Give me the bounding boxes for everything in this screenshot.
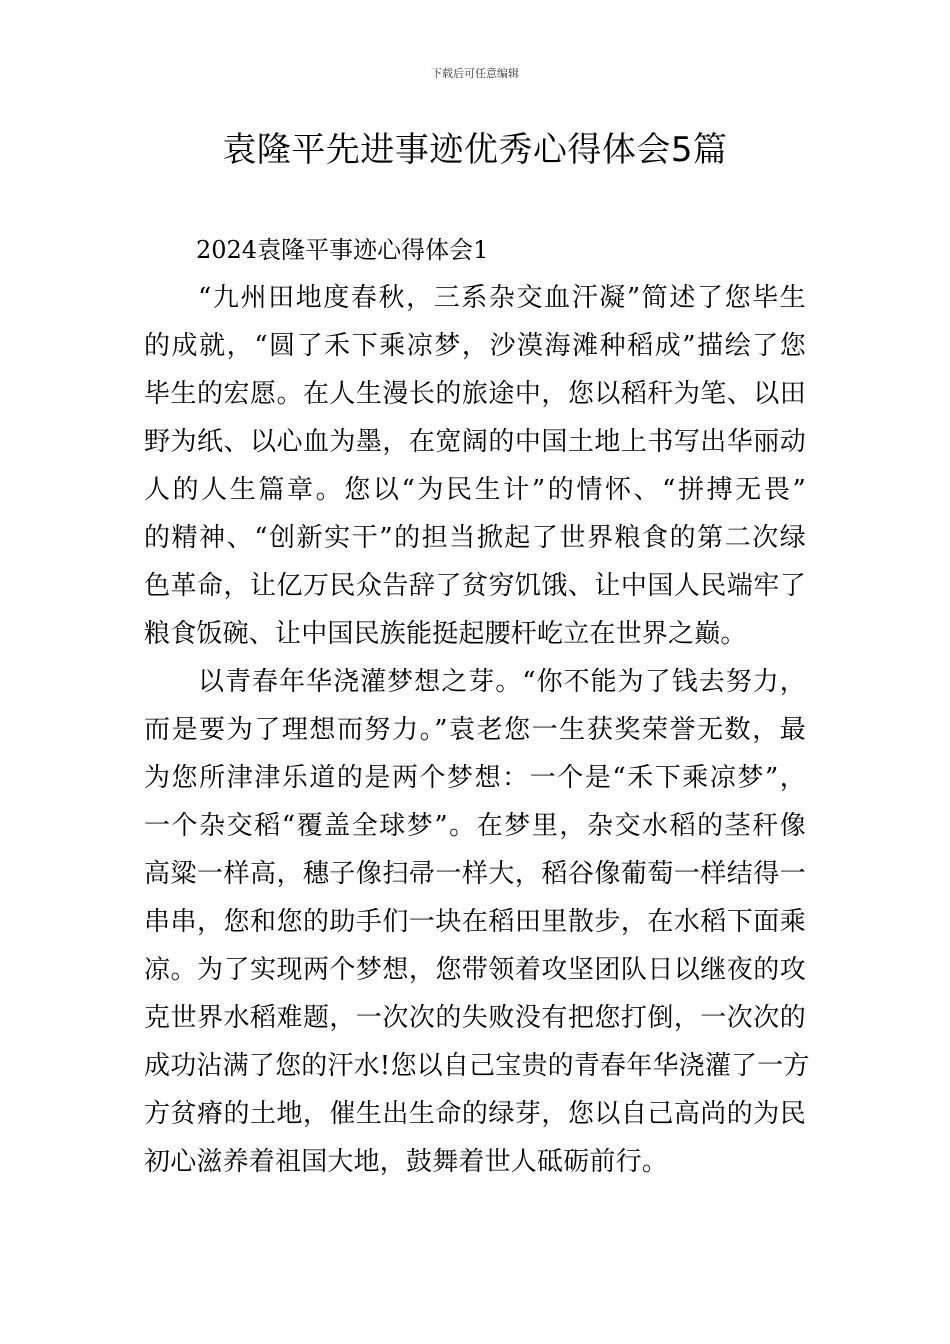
paragraph-line: 野为纸、以心血为墨，在宽阔的中国土地上书写出华丽动 bbox=[144, 427, 806, 457]
paragraph-2 bbox=[144, 658, 810, 1186]
paragraph-1 bbox=[144, 274, 806, 658]
paragraph-line: 的成就，“圆了禾下乘凉梦，沙漠海滩种稻成”描绘了您 bbox=[144, 331, 806, 361]
paragraph-line: 以青春年华浇灌梦想之芽。“你不能为了钱去努力， bbox=[198, 667, 806, 697]
document-title: 袁隆平先进事迹优秀心得体会5篇 bbox=[222, 130, 728, 170]
paragraph-line: 人的人生篇章。您以“为民生计”的情怀、“拼搏无畏” bbox=[144, 475, 806, 505]
paragraph-line: 一个杂交稻“覆盖全球梦”。在梦里，杂交水稻的茎秆像 bbox=[144, 811, 806, 841]
paragraph-line: 粮食饭碗、让中国民族能挺起腰杆屹立在世界之巅。 bbox=[144, 619, 747, 649]
paragraph-line: 毕生的宏愿。在人生漫长的旅途中，您以稻秆为笔、以田 bbox=[144, 379, 806, 409]
paragraph-line: 成功沾满了您的汗水!您以自己宝贵的青春年华浇灌了一方 bbox=[144, 1051, 810, 1081]
paragraph-line: “九州田地度春秋，三系杂交血汗凝”简述了您毕生 bbox=[198, 283, 806, 313]
section-subheading: 2024袁隆平事迹心得体会1 bbox=[196, 236, 489, 264]
document-body bbox=[144, 226, 810, 1186]
paragraph-line: 凉。为了实现两个梦想，您带领着攻坚团队日以继夜的攻 bbox=[144, 955, 806, 985]
paragraph-line: 初心滋养着祖国大地，鼓舞着世人砥砺前行。 bbox=[144, 1147, 669, 1177]
header-note: 下载后可任意编辑 bbox=[431, 67, 519, 80]
paragraph-line: 而是要为了理想而努力。”袁老您一生获奖荣誉无数，最 bbox=[144, 715, 806, 745]
paragraph-line: 为您所津津乐道的是两个梦想：一个是“禾下乘凉梦”， bbox=[144, 763, 806, 793]
paragraph-line: 克世界水稻难题，一次次的失败没有把您打倒，一次次的 bbox=[144, 1003, 806, 1033]
paragraph-line: 色革命，让亿万民众告辞了贫穷饥饿、让中国人民端牢了 bbox=[144, 571, 806, 601]
paragraph-line: 方贫瘠的土地，催生出生命的绿芽，您以自己高尚的为民 bbox=[144, 1099, 806, 1129]
paragraph-line: 串串，您和您的助手们一块在稻田里散步，在水稻下面乘 bbox=[144, 907, 806, 937]
paragraph-line: 高粱一样高，穗子像扫帚一样大，稻谷像葡萄一样结得一 bbox=[144, 859, 806, 889]
paragraph-line: 的精神、“创新实干”的担当掀起了世界粮食的第二次绿 bbox=[144, 523, 806, 553]
